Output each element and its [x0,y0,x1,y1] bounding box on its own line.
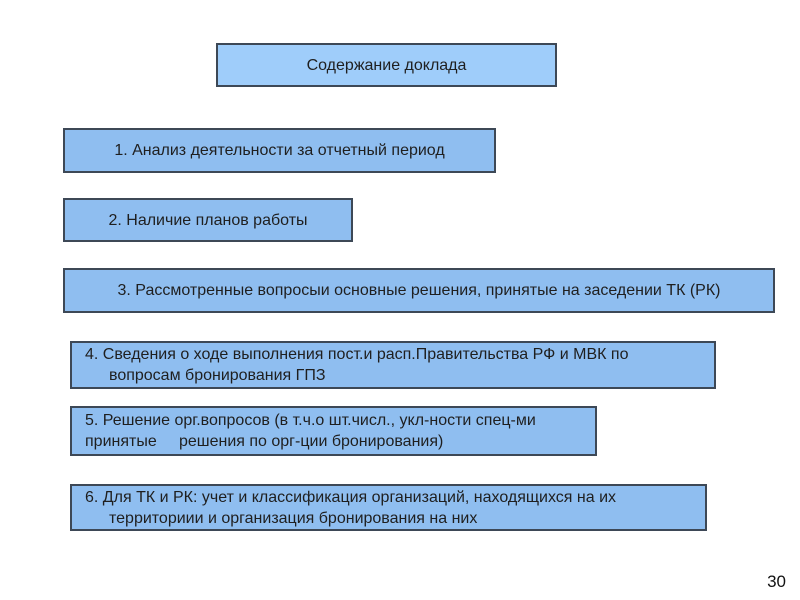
title-label: Содержание доклада [306,56,467,74]
content-item-1 [63,128,496,173]
item-line: 1. Анализ деятельности за отчетный период [114,142,445,159]
title-box [216,43,557,87]
content-item-4 [70,341,716,389]
item-line: 5. Решение орг.вопросов (в т.ч.о шт.числ., укл-ности спец-ми [85,412,536,429]
item-line: территориии и организация бронирования на них [109,509,478,527]
item-line: 4. Сведения о ходе выполнения пост.и расп.Правительства РФ и МВК по [85,346,629,363]
item-line: 2. Наличие планов работы [108,211,308,229]
page-number: 30 [767,572,786,591]
item-line: принятые решения по орг-ции бронирования) [85,433,444,450]
item-line: вопросам бронирования ГПЗ [109,367,326,384]
content-item-5 [70,406,597,456]
content-item-3 [63,268,775,313]
item-line: 6. Для ТК и РК: учет и классификация организаций, находящихся на их [85,488,617,506]
content-item-2 [63,198,353,242]
item-line: 3. Рассмотренные вопросыи основные решения, принятые на заседении ТК (РК) [117,282,721,299]
content-item-6 [70,484,707,531]
